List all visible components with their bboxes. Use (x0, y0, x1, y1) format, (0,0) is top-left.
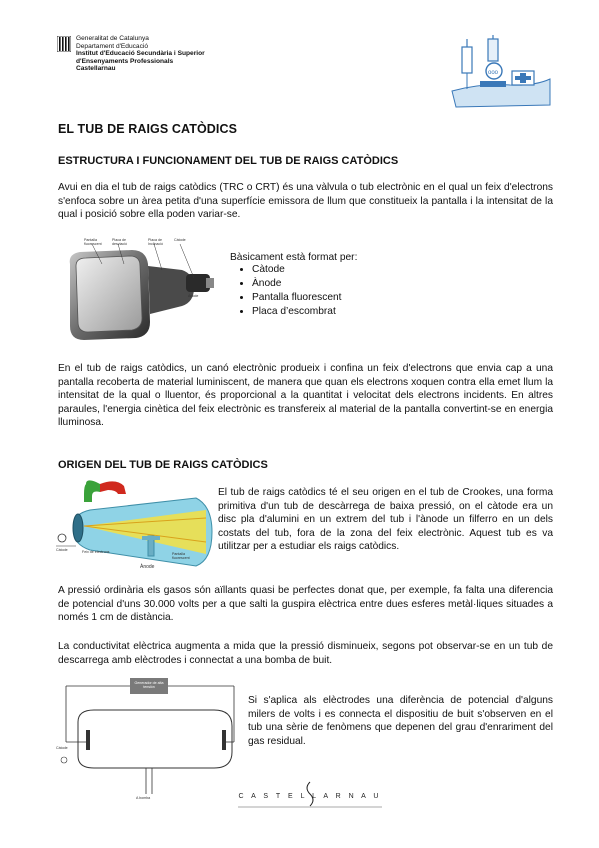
conductivity-paragraph: La conductivitat elèctrica augmenta a mida que la pressió disminueix, segons pot observar-se en un tub de descarrega amb elèctrodes i connectat a una bomba de buit. (58, 641, 553, 666)
components-intro: Bàsicament està format per: (230, 252, 358, 263)
crt-label-tilt: Placa de Inclinació (148, 238, 163, 246)
crookes-label-anode: Ànode (140, 564, 155, 570)
list-item: • Pantalla fluorescent (252, 291, 341, 305)
discharge-label-generator: Generador de alta tensión (134, 681, 164, 689)
section-heading-structure: ESTRUCTURA I FUNCIONAMENT DEL TUB DE RAIGS CATÒDICS (58, 155, 399, 167)
intro-paragraph: Avui en dia el tub de raigs catòdics (TRC o CRT) és una vàlvula o tub electrònic en el qual un feix d'electrons s'enfoca sobre un àrea petita d'una superfície emissora de llum que constitueix la pantalla i la intensitat de la qual i posició sobre ella poden variar-se. (58, 182, 553, 221)
institution-header (76, 35, 205, 73)
institution-line: Departament d'Educació (76, 42, 149, 50)
generalitat-logo (57, 36, 71, 52)
crookes-paragraph: El tub de raigs catòdics té el seu origen en el tub de Crookes, una forma primitiva d'un tub de descàrrega de baixa pressió, on el càtode era un disc pla d'alumini en un extrem del tub i l'ànode un filferro en un dels costats del tub, fora de la zona del feix electrònic. Aquest tub es va utilitzar per a estudiar els raigs catòdics. (218, 487, 553, 553)
footer-logo-text: C A S T E L L A R N A U (238, 793, 382, 800)
discharge-tube-figure (54, 674, 244, 806)
institution-line: d'Ensenyaments Professionals (76, 57, 174, 65)
crookes-label-screen: Pantalla fluorescent (172, 552, 190, 560)
lab-equipment-logo (450, 33, 552, 109)
section-heading-origin: ORIGEN DEL TUB DE RAIGS CATÒDICS (58, 459, 268, 471)
components-list (232, 263, 341, 319)
crt-label-cathode: Càtode (174, 238, 186, 242)
crookes-label-cathode: Càtode (56, 548, 68, 552)
crookes-tube-figure (56, 480, 216, 576)
list-item: • Càtode (252, 263, 341, 277)
crt-label-deflection: Placa de desviació (112, 238, 127, 246)
page-title: EL TUB DE RAIGS CATÒDICS (58, 122, 238, 136)
crt-label-anode: Ànode (188, 294, 199, 298)
discharge-label-pump: A bomba (136, 796, 151, 800)
institution-line: Institut d'Educació Secundària i Superior (76, 50, 205, 58)
list-item: • Placa d’escombrat (252, 305, 341, 319)
pressure-paragraph: A pressió ordinària els gasos són aïllants quasi be perfectes donat que, per exemple, fa falta una diferencia de potencial d'uns 30.000 volts per a que salti la guspira elèctrica entre dues esferes metàl·liques situades a només 1 cm de distància. (58, 585, 553, 624)
svg-text:ooo: ooo (488, 70, 499, 76)
crookes-label-beam: Feix de electrons (82, 550, 110, 554)
body-paragraph: En el tub de raigs catòdics, un canó electrònic produeix i confina un feix d'electrons que envia cap a una pantalla recoberta de material luminiscent, de manera que quan els electrons xoquen contra ella emet llum la intensitat de la qual o lluentor, és proporcional a la quantitat i velocitat dels electrons incidents. En altres paraules, l'energia cinètica del feix electrònic es transfereix al material de la pantalla convertint-se en energia lluminosa. (58, 363, 553, 429)
crt-tube-figure (62, 236, 218, 350)
castellarnau-footer-logo (230, 780, 390, 810)
institution-line: Castellarnau (76, 65, 116, 73)
discharge-label-cathode: Càtode (56, 746, 68, 750)
voltage-paragraph: Si s'aplica als elèctrodes una diferència de potencial d'alguns milers de volts i es connecta el dispositiu de buit s'observen en el tub una sèrie de fenòmens que depenen del grau d'enrariment del gas residual. (248, 695, 553, 747)
list-item: • Ànode (252, 277, 341, 291)
institution-line: Generalitat de Catalunya (76, 35, 149, 42)
crt-label-screen: Pantalla fluorescent (84, 238, 102, 246)
